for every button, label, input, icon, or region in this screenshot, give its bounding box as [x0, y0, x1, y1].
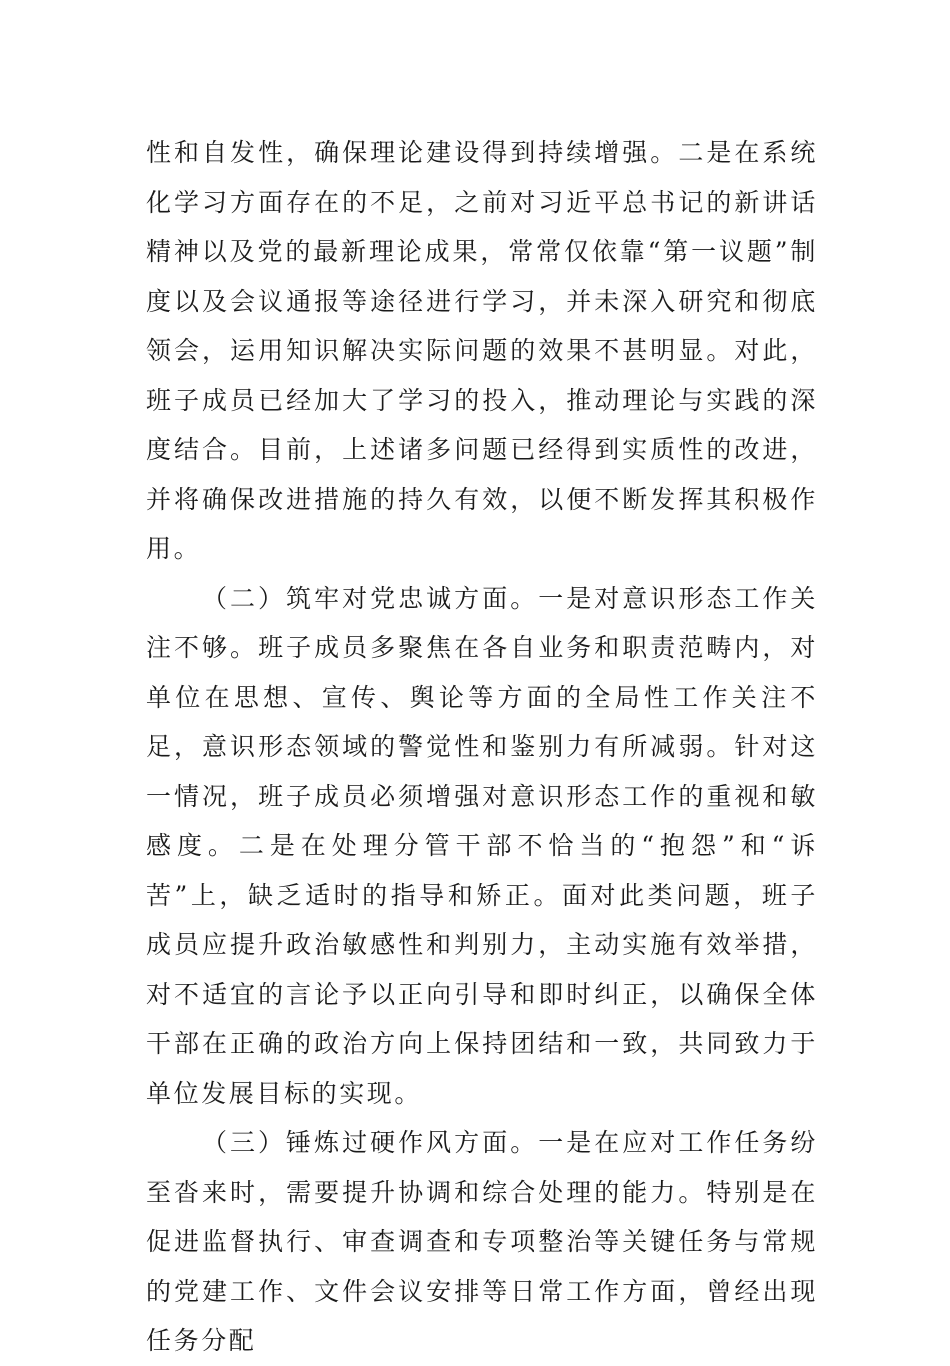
document-body: [146, 128, 818, 1366]
paragraph-work-style: （三）锤炼过硬作风方面。一是在应对工作任务纷至沓来时，需要提升协调和综合处理的能力。特别是在促进监督执行、审查调查和专项整治等关键任务与常规的党建工作、文件会议安排等日常工作方面，曾经出现任务分配: [146, 1128, 818, 1355]
paragraph-continuation: 性和自发性，确保理论建设得到持续增强。二是在系统化学习方面存在的不足，之前对习近平总书记的新讲话精神以及党的最新理论成果，常常仅依靠“第一议题”制度以及会议通报等途径进行学习，并未深入研究和彻底领会，运用知识解决实际问题的效果不甚明显。对此，班子成员已经加大了学习的投入，推动理论与实践的深度结合。目前，上述诸多问题已经得到实质性的改进，并将确保改进措施的持久有效，以便不断发挥其积极作用。: [146, 138, 818, 563]
paragraph-party-loyalty: （二）筑牢对党忠诚方面。一是对意识形态工作关注不够。班子成员多聚焦在各自业务和职责范畴内，对单位在思想、宣传、舆论等方面的全局性工作关注不足，意识形态领域的警觉性和鉴别力有所减弱。针对这一情况，班子成员必须增强对意识形态工作的重视和敏感度。二是在处理分管干部不恰当的“抱怨”和“诉苦”上，缺乏适时的指导和矫正。面对此类问题，班子成员应提升政治敏感性和判别力，主动实施有效举措，对不适宜的言论予以正向引导和即时纠正，以确保全体干部在正确的政治方向上保持团结和一致，共同致力于单位发展目标的实现。: [146, 583, 818, 1108]
